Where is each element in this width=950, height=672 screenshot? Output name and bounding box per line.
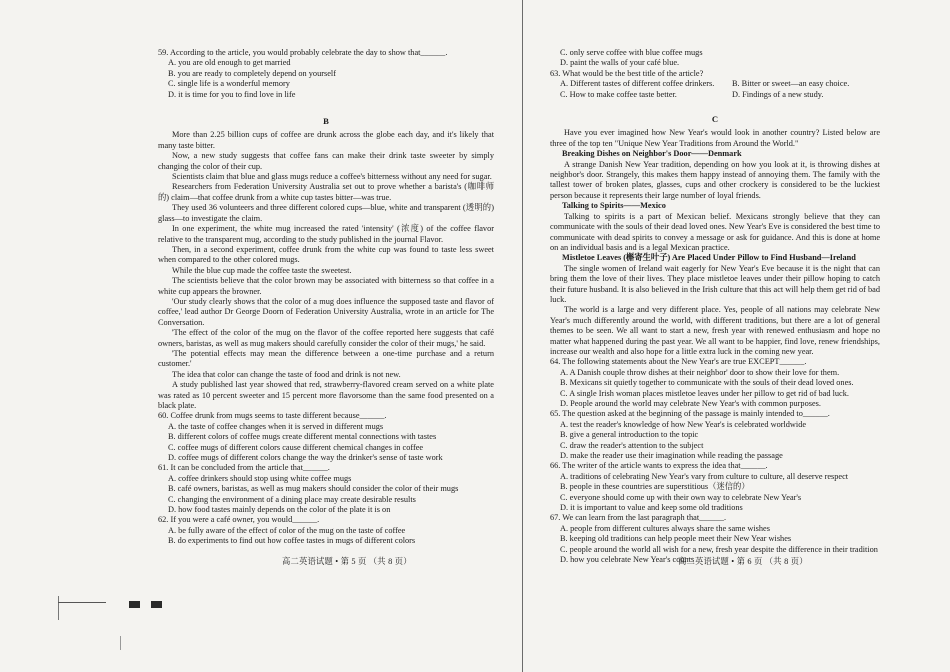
question-62-option-b: B. do experiments to find out how coffee tastes in mugs of different colors bbox=[168, 536, 416, 546]
tradition-paragraph-ireland: The single women of Ireland wait eagerly for New Year's Eve because it is the night that can bring them the love of their lives. They place mistletoe leaves under their pillow hoping to catch their future husband. It is also believed in the Irish culture that this act will help them get rid of bad luck. bbox=[550, 263, 880, 304]
left-column bbox=[158, 48, 494, 547]
question-60-option-a: A. the taste of coffee changes when it is served in different mugs bbox=[168, 421, 384, 431]
question-65-option-c: C. draw the reader's attention to the subject bbox=[560, 440, 704, 450]
scan-edge-line bbox=[120, 636, 121, 650]
question-62 bbox=[158, 515, 494, 546]
passage-b-paragraph: 'Our study clearly shows that the color of a mug does influence the supposed taste and flavor of coffee,' lead author Dr George Doorn of Federation University Australia, wrote in an article for The Conversation. bbox=[158, 296, 494, 327]
passage-b-paragraph: 'The potential effects may mean the difference between a one-time purchase and a return customer.' bbox=[158, 348, 494, 369]
question-67-stem: 67. We can learn from the last paragraph that______. bbox=[550, 513, 727, 523]
question-60-option-c: C. coffee mugs of different colors cause different chemical changes in coffee bbox=[168, 442, 424, 452]
question-66-option-b: B. people in these countries are superstitious（迷信的） bbox=[560, 482, 750, 492]
question-59-stem: 59. According to the article, you would probably celebrate the day to show that______. bbox=[158, 48, 448, 57]
question-63-stem: 63. What would be the best title of the article? bbox=[550, 68, 704, 78]
tradition-heading-ireland: Mistletoe Leaves (槲寄生叶子) Are Placed Under Pillow to Find Husband—Ireland bbox=[562, 253, 856, 263]
question-61 bbox=[158, 463, 494, 515]
right-page-footer: 高二英语试题 • 第 6 页 （共 8 页） bbox=[678, 557, 808, 566]
passage-b-paragraph: Then, in a second experiment, coffee drunk from the white cup was found to taste less sweet when compared to the other colored mugs. bbox=[158, 244, 494, 265]
question-66-option-d: D. it is important to value and keep some old traditions bbox=[560, 503, 743, 513]
question-66-stem: 66. The writer of the article wants to express the idea that______. bbox=[550, 461, 768, 471]
question-59-option-d: D. it is time for you to find love in life bbox=[168, 89, 296, 99]
question-63 bbox=[550, 69, 880, 100]
question-61-option-a: A. coffee drinkers should stop using white coffee mugs bbox=[168, 473, 352, 483]
question-63-options-row bbox=[550, 90, 880, 100]
question-67-option-a: A. people from different cultures always share the same wishes bbox=[560, 523, 770, 533]
question-63-option-b: B. Bitter or sweet—an easy choice. bbox=[732, 79, 850, 89]
passage-c-intro: Have you ever imagined how New Year's would look in another country? Listed below are three of the top ten "Unique New Year Traditions from Around the World." bbox=[550, 128, 880, 148]
question-63-option-c: C. How to make coffee taste better. bbox=[560, 89, 677, 99]
question-66-option-a: A. traditions of celebrating New Year's vary from culture to culture, all deserve respect bbox=[560, 471, 849, 481]
scan-edge-line bbox=[58, 596, 59, 620]
passage-c bbox=[550, 128, 880, 357]
question-64 bbox=[550, 357, 880, 409]
question-67-option-d: D. how you celebrate New Year's counts bbox=[560, 555, 695, 565]
question-67-option-b: B. keeping old traditions can help people meet their New Year wishes bbox=[560, 534, 792, 544]
question-60 bbox=[158, 411, 494, 463]
question-63-options-row bbox=[550, 79, 880, 89]
section-c-heading: C bbox=[711, 114, 719, 125]
question-60-option-d: D. coffee mugs of different colors change the way the drinker's sense of taste work bbox=[168, 453, 443, 463]
question-64-option-c: C. A single Irish woman places mistletoe leaves under her pillow to get rid of bad luck. bbox=[560, 388, 849, 398]
passage-b-paragraph: The scientists believe that the color brown may be associated with bitterness so that coffee in a white cup appears the browner. bbox=[158, 276, 494, 296]
right-column bbox=[550, 48, 880, 566]
question-65-option-b: B. give a general introduction to the topic bbox=[560, 430, 699, 440]
passage-c-conclusion: The world is a large and very different place. Yes, people of all nations may celebrate New Year's much differently around the world, with different traditions, but there are a lot of general themes to be seen. We all want to start a new, fresh year with renewed enthusiasm and hope no matter what happened during the past year. We all want to be happier, find love, renew friendships, increase our wealth and also hope for a little extra luck in the coming new year. bbox=[550, 305, 880, 356]
registration-mark bbox=[129, 601, 140, 608]
question-61-option-c: C. changing the environment of a dining place may create desirable results bbox=[168, 494, 416, 504]
question-59-option-c: C. single life is a wonderful memory bbox=[168, 79, 290, 89]
question-62-option-c: C. only serve coffee with blue coffee mugs bbox=[560, 48, 703, 57]
passage-b-paragraph: The idea that color can change the taste of food and drink is not new. bbox=[172, 369, 401, 379]
question-59-option-a: A. you are old enough to get married bbox=[168, 58, 291, 68]
question-61-stem: 61. It can be concluded from the article that______. bbox=[158, 463, 330, 473]
question-65 bbox=[550, 409, 880, 461]
left-page-footer: 高二英语试题 • 第 5 页 （共 8 页） bbox=[282, 557, 412, 566]
question-60-option-b: B. different colors of coffee mugs create different mental connections with tastes bbox=[168, 432, 437, 442]
question-66 bbox=[550, 461, 880, 513]
tradition-paragraph-denmark: A strange Danish New Year tradition, depending on how you look at it, is throwing dishes at neighbor's door. Strangely, this makes them happy instead of annoying them. The family with the tallest tower of broken plates, glasses, cups and other crockery is considered to be the luckiest person because it represents their large number of loyal friends. bbox=[550, 159, 880, 200]
passage-b-paragraph: 'The effect of the color of the mug on the flavor of the coffee reported here suggests that café owners, baristas, as well as mug makers should carefully consider the color of their mugs,' he said. bbox=[158, 328, 494, 348]
question-65-stem: 65. The question asked at the beginning of the passage is mainly intended to______. bbox=[550, 409, 830, 419]
registration-mark bbox=[151, 601, 162, 608]
question-64-option-d: D. People around the world may celebrate New Year's with common purposes. bbox=[560, 399, 821, 408]
question-63-option-a: A. Different tastes of different coffee drinkers. bbox=[560, 79, 715, 89]
passage-b bbox=[158, 130, 494, 411]
passage-b-paragraph: Researchers from Federation University Australia set out to prove whether a barista's (咖啡师的) claim—that coffee drunk from a white cup tastes bitter—was true. bbox=[158, 182, 494, 202]
scan-edge-line bbox=[58, 602, 106, 603]
question-61-option-b: B. café owners, baristas, as well as mug makers should consider the color of their mugs bbox=[168, 484, 459, 494]
question-63-option-d: D. Findings of a new study. bbox=[732, 89, 824, 99]
passage-b-paragraph: Now, a new study suggests that coffee fans can make their drink taste sweeter by simply changing the color of their cup. bbox=[158, 151, 494, 171]
question-61-option-d: D. how food tastes mainly depends on the color of the plate it is on bbox=[168, 505, 391, 515]
question-60-stem: 60. Coffee drunk from mugs seems to taste different because______. bbox=[158, 411, 387, 421]
passage-b-paragraph: While the blue cup made the coffee taste the sweetest. bbox=[172, 265, 352, 275]
question-62-stem: 62. If you were a café owner, you would______. bbox=[158, 515, 320, 525]
question-62-option-a: A. be fully aware of the effect of color of the mug on the taste of coffee bbox=[168, 525, 406, 535]
tradition-paragraph-mexico: Talking to spirits is a part of Mexican belief. Mexicans strongly believe that they can communicate with the souls of their dead loved ones. New Year's Eve is considered the best time to communicate with dead spirits to convey a message or ask for guidance. And this is done at home on an individual basis and is a legal Mexican practice. bbox=[550, 211, 880, 252]
question-64-option-b: B. Mexicans sit quietly together to communicate with the souls of their dead loved ones. bbox=[560, 378, 854, 388]
passage-b-paragraph: They used 36 volunteers and three different colored cups—blue, white and transparent (透明的) glass—to investigate the claim. bbox=[158, 203, 494, 223]
question-62-option-d: D. paint the walls of your café blue. bbox=[560, 58, 680, 68]
question-59 bbox=[158, 48, 494, 100]
passage-b-paragraph: A study published last year showed that red, strawberry-flavored cream served on a white plate was rated as 10 percent sweeter and 15 percent more flavorsome than the same food presented on a black plate. bbox=[158, 380, 494, 410]
section-b-heading: B bbox=[323, 116, 329, 127]
page-fold-line bbox=[522, 0, 523, 672]
question-64-option-a: A. A Danish couple throw dishes at their neighbor' door to show their love for them. bbox=[560, 367, 840, 377]
tradition-heading-denmark: Breaking Dishes on Neighbor's Door——Denmark bbox=[562, 149, 742, 159]
passage-b-paragraph: Scientists claim that blue and glass mugs reduce a coffee's bitterness without any need for sugar. bbox=[172, 172, 492, 182]
question-65-option-d: D. make the reader use their imagination while reading the passage bbox=[560, 451, 783, 461]
passage-b-paragraph: More than 2.25 billion cups of coffee are drunk across the globe each day, and it's likely that many taste bitter. bbox=[158, 130, 494, 150]
question-64-stem: 64. The following statements about the New Year's are true EXCEPT______. bbox=[550, 357, 807, 367]
question-66-option-c: C. everyone should come up with their own way to celebrate New Year's bbox=[560, 492, 802, 502]
question-67-option-c: C. people around the world all wish for a new, fresh year despite the difference in their tradition bbox=[560, 544, 878, 554]
question-59-option-b: B. you are ready to completely depend on yourself bbox=[168, 68, 336, 78]
question-65-option-a: A. test the reader's knowledge of how New Year's is celebrated worldwide bbox=[560, 419, 807, 429]
tradition-heading-mexico: Talking to Spirits——Mexico bbox=[562, 201, 666, 211]
passage-b-paragraph: In one experiment, the white mug increased the rated 'intensity' (浓度) of the coffee flavor relative to the transparent mug, according to the study published in the journal Flavor. bbox=[158, 224, 494, 244]
